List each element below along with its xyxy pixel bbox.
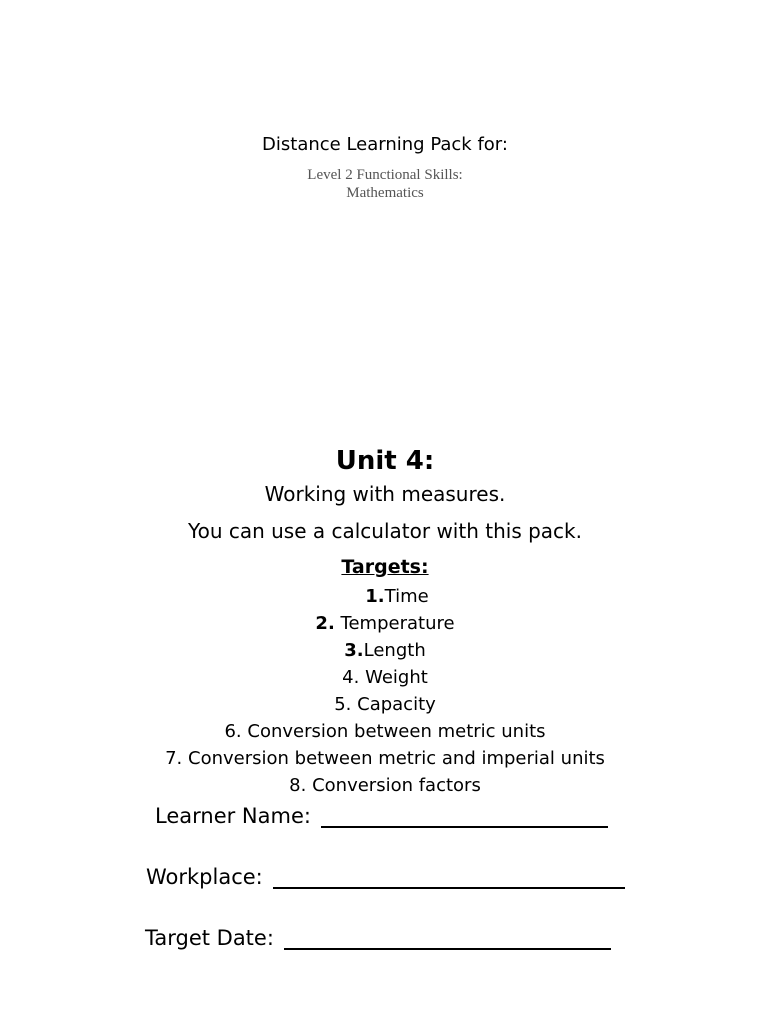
target-item-weight	[0, 667, 770, 688]
unit-subtitle: Working with measures.	[264, 482, 506, 506]
target-number: 1.	[365, 586, 385, 607]
target-label: Capacity	[357, 694, 436, 715]
learner-name-blank[interactable]	[321, 806, 608, 828]
target-item-conversion-factors	[0, 775, 770, 796]
learner-name-field	[155, 804, 608, 828]
target-number: 7.	[165, 748, 183, 769]
target-label: Time	[384, 586, 429, 607]
target-label: Conversion between metric and imperial units	[188, 748, 605, 769]
target-label: Weight	[365, 667, 428, 688]
target-label: Conversion between metric units	[247, 721, 546, 742]
course-title-line-2: Mathematics	[346, 185, 424, 201]
target-item-metric-imperial-conversion	[0, 748, 770, 769]
learner-name-label: Learner Name:	[155, 804, 311, 828]
workplace-label: Workplace:	[146, 865, 263, 889]
target-label: Temperature	[340, 613, 455, 634]
target-number: 8.	[289, 775, 307, 796]
target-item-time	[12, 586, 770, 607]
target-date-blank[interactable]	[284, 928, 611, 950]
targets-heading: Targets:	[341, 556, 429, 578]
workplace-field	[146, 865, 625, 889]
target-number: 5.	[334, 694, 352, 715]
target-label: Length	[363, 640, 426, 661]
target-date-field	[145, 926, 611, 950]
course-title-line-1: Level 2 Functional Skills:	[307, 167, 463, 183]
target-number: 4.	[342, 667, 360, 688]
target-item-length	[0, 640, 770, 661]
unit-title: Unit 4:	[335, 446, 435, 476]
target-number: 3.	[344, 640, 364, 661]
workplace-blank[interactable]	[273, 867, 625, 889]
target-label: Conversion factors	[312, 775, 481, 796]
target-date-label: Target Date:	[145, 926, 274, 950]
target-item-capacity	[0, 694, 770, 715]
target-number: 6.	[224, 721, 242, 742]
calculator-note: You can use a calculator with this pack.	[188, 519, 582, 543]
target-item-temperature	[0, 613, 770, 634]
pack-heading: Distance Learning Pack for:	[262, 134, 508, 155]
target-number: 2.	[315, 613, 335, 634]
target-item-metric-conversion	[0, 721, 770, 742]
